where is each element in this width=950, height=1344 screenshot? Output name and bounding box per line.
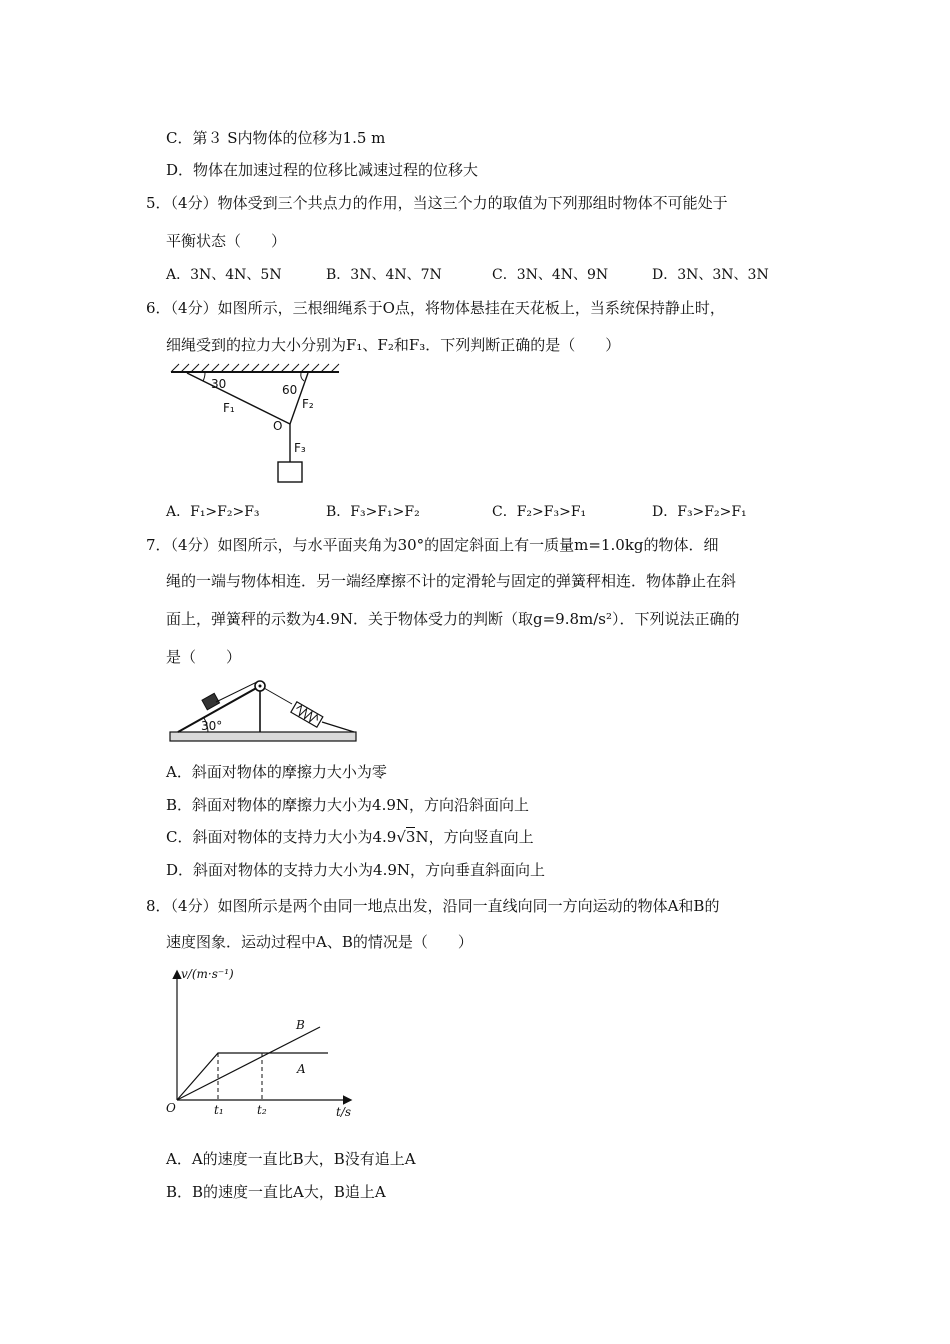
x-axis-label: t/s: [336, 1105, 352, 1119]
series-a-label: A: [297, 1062, 306, 1076]
series-b-label: B: [296, 1018, 305, 1032]
rope-diagram: [165, 362, 345, 488]
scale-anchor: [322, 722, 354, 732]
q6-figure: [165, 362, 345, 488]
f1-label: F₁: [223, 401, 235, 415]
q8-stem: 8．（4分）如图所示是两个由同一地点出发，沿同一直线向同一方向运动的物体A和B的: [146, 897, 720, 915]
t1-label: t₁: [214, 1103, 224, 1117]
pulley-axle: [259, 685, 262, 688]
q6-stem: 6．（4分）如图所示，三根细绳系于O点，将物体悬挂在天花板上，当系统保持静止时，: [146, 299, 725, 317]
ceiling-hatching: [171, 364, 339, 372]
q5-option-a[interactable]: A．3N、4N、5N: [166, 267, 282, 283]
q4-option-d[interactable]: D．物体在加速过程的位移比减速过程的位移大: [166, 161, 479, 179]
q8-option-b[interactable]: B．B的速度一直比A大，B追上A: [166, 1183, 386, 1201]
q7-stem-cont-2: 面上，弹簧秤的示数为4.9N．关于物体受力的判断（取g=9.8m/s²）．下列说法正确的: [166, 610, 740, 628]
sqrt-radicand: 3: [405, 828, 416, 846]
rope-f1: [187, 373, 290, 424]
point-o-label: O: [273, 419, 283, 433]
q5-stem-cont: 平衡状态（ ）: [166, 232, 287, 250]
q7-option-c[interactable]: [166, 827, 534, 847]
q6-option-c[interactable]: C．F₂>F₃>F₁: [492, 504, 587, 520]
y-axis-label: v/(m·s⁻¹): [181, 967, 234, 981]
series-a-line: [177, 1053, 328, 1100]
q6-option-b[interactable]: B．F₃>F₁>F₂: [326, 504, 420, 520]
f3-label: F₃: [294, 441, 306, 455]
q7-option-d[interactable]: D．斜面对物体的支持力大小为4.9N，方向垂直斜面向上: [166, 861, 546, 879]
q8-figure: [160, 962, 360, 1122]
q5-stem: 5．（4分）物体受到三个共点力的作用，当这三个力的取值为下列那组时物体不可能处于: [146, 194, 728, 212]
incline-diagram: [168, 674, 360, 746]
angle-30-label: 30: [211, 377, 227, 391]
q7-option-a[interactable]: A．斜面对物体的摩擦力大小为零: [166, 763, 387, 781]
t2-label: t₂: [257, 1103, 267, 1117]
angle-60-label: 60: [282, 383, 298, 397]
q7-stem-cont-3: 是（ ）: [166, 648, 242, 666]
sqrt-sign: √: [396, 828, 406, 846]
q4-option-c[interactable]: C．第３ S内物体的位移为1.5 m: [166, 129, 386, 147]
q6-option-d[interactable]: D．F₃>F₂>F₁: [652, 504, 747, 520]
q7-option-c-text-end: N，方向竖直向上: [415, 828, 534, 846]
q5-option-c[interactable]: C．3N、4N、9N: [492, 267, 609, 283]
q7-stem-cont-1: 绳的一端与物体相连．另一端经摩擦不计的定滑轮与固定的弹簧秤相连．物体静止在斜: [166, 572, 737, 590]
f2-label: F₂: [302, 397, 314, 411]
ground: [170, 732, 356, 741]
spring-scale: [291, 702, 323, 727]
q7-stem: 7．（4分）如图所示，与水平面夹角为30°的固定斜面上有一质量m=1.0kg的物体．细: [146, 536, 719, 554]
q6-option-a[interactable]: A．F₁>F₂>F₃: [166, 504, 260, 520]
q6-stem-cont: 细绳受到的拉力大小分别为F₁、F₂和F₃．下列判断正确的是（ ）: [166, 336, 621, 354]
q8-option-a[interactable]: A．A的速度一直比B大，B没有追上A: [166, 1150, 416, 1168]
hanging-block: [278, 462, 302, 482]
velocity-time-graph: [160, 962, 360, 1122]
q7-option-b[interactable]: B．斜面对物体的摩擦力大小为4.9N，方向沿斜面向上: [166, 796, 530, 814]
q7-figure: [168, 674, 360, 746]
q8-stem-cont: 速度图象．运动过程中A、B的情况是（ ）: [166, 933, 473, 951]
origin-label: O: [166, 1101, 176, 1115]
angle-label: 30°: [201, 719, 223, 733]
q5-option-d[interactable]: D．3N、3N、3N: [652, 267, 769, 283]
q7-option-c-text: C．斜面对物体的支持力大小为4.9: [166, 828, 397, 846]
angle-arc-30: [203, 373, 205, 381]
q5-option-b[interactable]: B．3N、4N、7N: [326, 267, 442, 283]
angle-arc-60: [301, 373, 304, 381]
string-to-scale: [264, 688, 292, 704]
